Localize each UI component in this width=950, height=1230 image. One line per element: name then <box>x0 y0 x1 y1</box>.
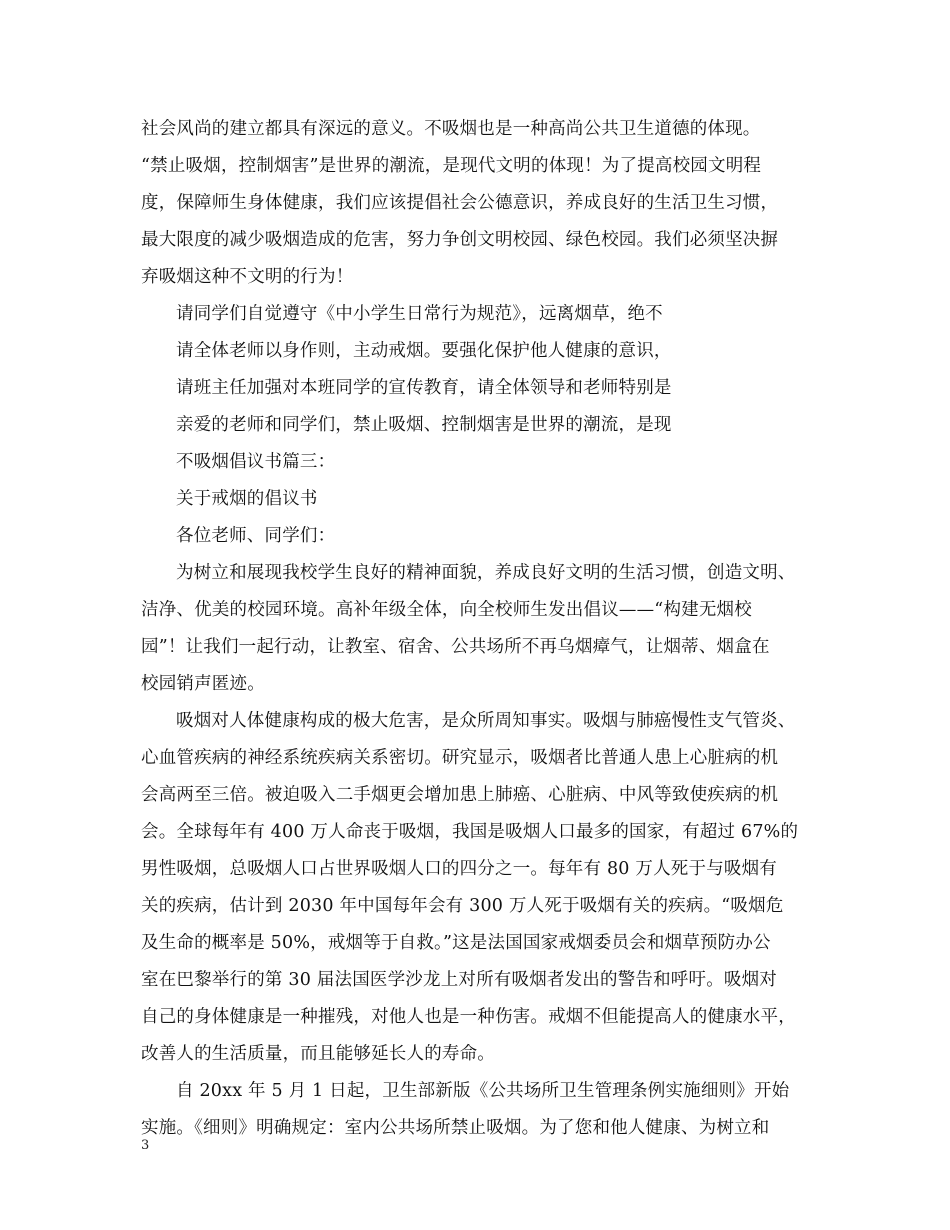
text-line: 会。全球每年有 400 万人命丧于吸烟，我国是吸烟人口最多的国家，有超过 67%的 <box>141 822 799 842</box>
text-line: 会高两至三倍。被迫吸入二手烟更会增加患上肺癌、心脏病、中风等致使疾病的机 <box>141 785 779 805</box>
text-line: 度，保障师生身体健康，我们应该提倡社会公德意识，养成良好的生活卫生习惯， <box>141 193 779 213</box>
text-line: 亲爱的老师和同学们，禁止吸烟、控制烟害是世界的潮流，是现 <box>176 415 672 435</box>
text-line: 心血管疾病的神经系统疾病关系密切。研究显示，吸烟者比普通人患上心脏病的机 <box>141 748 779 768</box>
text-line: 请全体老师以身作则，主动戒烟。要强化保护他人健康的意识， <box>176 341 672 361</box>
text-line: 关的疾病，估计到 2030 年中国每年会有 300 万人死于吸烟有关的疾病。“吸烟危 <box>141 896 784 916</box>
text-line: 室在巴黎举行的第 30 届法国医学沙龙上对所有吸烟者发出的警告和呼吁。吸烟对 <box>141 970 777 990</box>
letter-title: 关于戒烟的倡议书 <box>176 489 318 509</box>
text-line: 吸烟对人体健康构成的极大危害，是众所周知事实。吸烟与肺癌慢性支气管炎、 <box>176 711 796 731</box>
text-line: 男性吸烟，总吸烟人口占世界吸烟人口的四分之一。每年有 80 万人死于与吸烟有 <box>141 859 777 879</box>
text-line: 及生命的概率是 50%，戒烟等于自救。”这是法国国家戒烟委员会和烟草预防办公 <box>141 933 771 953</box>
text-line: 请同学们自觉遵守《中小学生日常行为规范》，远离烟草，绝不 <box>176 304 663 324</box>
text-line: 洁净、优美的校园环境。高补年级全体，向全校师生发出倡议——“构建无烟校 <box>141 600 752 620</box>
text-line: 改善人的生活质量，而且能够延长人的寿命。 <box>141 1044 495 1064</box>
letter-salutation: 各位老师、同学们： <box>176 526 336 546</box>
text-line: 弃吸烟这种不文明的行为！ <box>141 267 354 287</box>
text-line: 为树立和展现我校学生良好的精神面貌，养成良好文明的生活习惯，创造文明、 <box>176 563 796 583</box>
text-line: 实施。《细则》明确规定：室内公共场所禁止吸烟。为了您和他人健康、为树立和 <box>141 1118 770 1138</box>
text-line: “禁止吸烟，控制烟害”是世界的潮流，是现代文明的体现！为了提高校园文明程 <box>141 156 762 176</box>
text-line: 社会风尚的建立都具有深远的意义。不吸烟也是一种高尚公共卫生道德的体现。 <box>141 119 761 139</box>
text-line: 园”！让我们一起行动，让教室、宿舍、公共场所不再乌烟瘴气，让烟蒂、烟盒在 <box>141 637 770 657</box>
text-line: 自己的身体健康是一种摧残，对他人也是一种伤害。戒烟不但能提高人的健康水平， <box>141 1007 796 1027</box>
page-number: 3 <box>141 1138 150 1153</box>
text-line: 最大限度的减少吸烟造成的危害，努力争创文明校园、绿色校园。我们必须坚决摒 <box>141 230 779 250</box>
text-line: 校园销声匿迹。 <box>141 674 265 694</box>
section-heading: 不吸烟倡议书篇三： <box>176 452 336 472</box>
text-line: 请班主任加强对本班同学的宣传教育，请全体领导和老师特别是 <box>176 378 672 398</box>
text-line: 自 20xx 年 5 月 1 日起，卫生部新版《公共场所卫生管理条例实施细则》开始 <box>176 1081 790 1101</box>
